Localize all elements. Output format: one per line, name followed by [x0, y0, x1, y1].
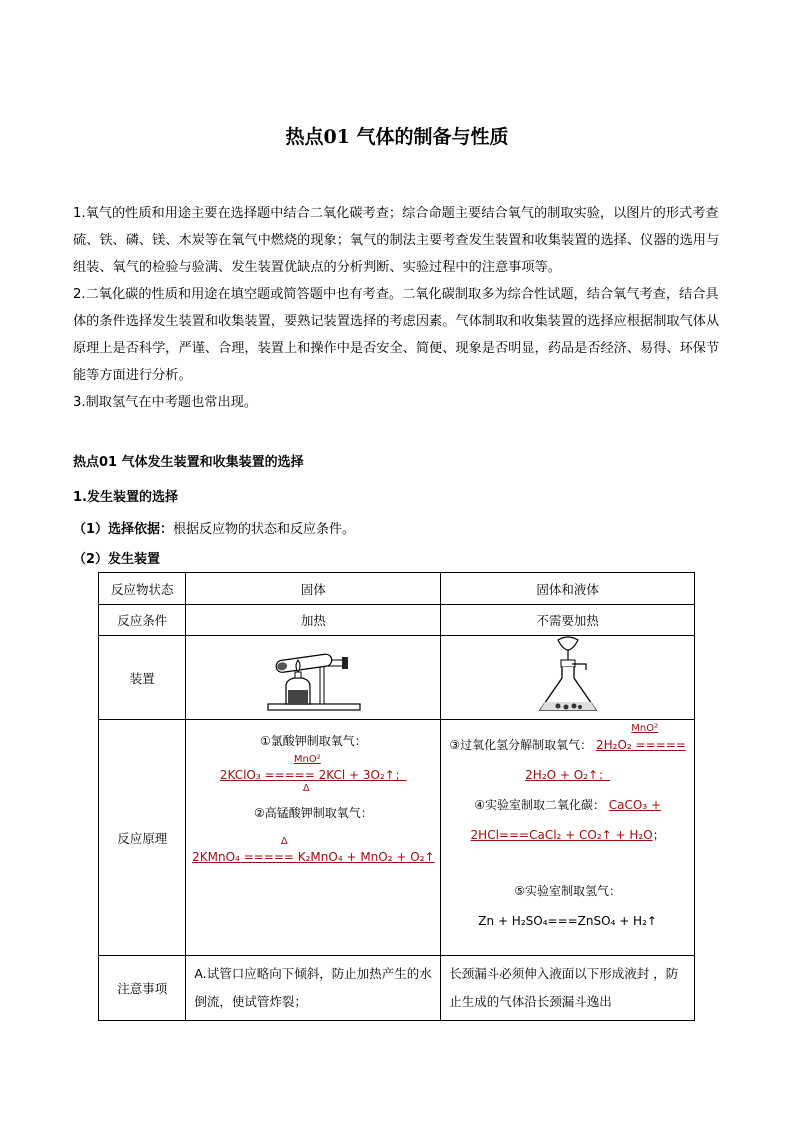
reaction-3-title: ③过氧化氢分解制取氧气： — [449, 738, 593, 752]
heating-apparatus-image — [258, 638, 368, 714]
reaction-principle-solid-cell — [186, 720, 441, 956]
table-row — [99, 573, 695, 605]
reaction-3-equation-a: 2H₂O₂ ===== — [596, 738, 686, 752]
basis-label: （1）选择依据： — [73, 522, 174, 537]
table-row — [99, 956, 695, 1021]
reaction-1-equation: 2KClO₃ ===== 2KCl + 3O₂↑； — [219, 768, 407, 782]
basis-line — [73, 518, 355, 537]
table-row — [99, 605, 695, 636]
reaction-2-title: ②高锰酸钾制取氧气： — [253, 806, 373, 820]
table-cell: 固体和液体 — [441, 573, 695, 605]
table-cell: A.试管口应略向下倾斜，防止加热产生的水倒流，使试管炸裂； — [186, 956, 441, 1021]
reaction-4-title: ④实验室制取二氧化碳： — [474, 798, 605, 812]
reaction-3-line — [441, 734, 694, 756]
reaction-1-condition-bottom: Δ — [302, 783, 310, 794]
basis-text: 根据反应物的状态和反应条件。 — [173, 522, 356, 537]
table-cell: 长颈漏斗必须伸入液面以下形成液封 ，防止生成的气体沿长颈漏斗逸出 — [441, 956, 695, 1021]
page-title: 热点01 气体的制备与性质 — [285, 126, 509, 148]
flask-apparatus-image — [528, 636, 608, 716]
table-cell: 注意事项 — [99, 956, 186, 1021]
reaction-4-line — [441, 790, 694, 820]
intro-paragraph-1: 1.氧气的性质和用途主要在选择题中结合二氧化碳考查；综合命题主要结合氧气的制取实验，以图片的形式考查硫、铁、磷、镁、木炭等在氧气中燃烧的现象；氧气的制法主要考查发生装置和收集装置的选择、仪器的选用与组装、氧气的检验与验满、发生装置优缺点的分析判断、实验过程中的注意事项等。 — [73, 206, 720, 275]
device-heading: （2）发生装置 — [73, 552, 161, 567]
reaction-4-equation-b: 2HCl===CaCl₂ + CO₂↑ + H₂O — [470, 828, 653, 842]
reaction-5-title: ⑤实验室制取氢气： — [514, 884, 622, 898]
sub-heading: 1.发生装置的选择 — [73, 490, 178, 505]
table-cell: 加热 — [186, 605, 441, 636]
table-cell: 反应原理 — [99, 720, 186, 956]
reaction-4-tail: ； — [652, 828, 665, 842]
table-cell: 反应条件 — [99, 605, 186, 636]
section-heading: 热点01 气体发生装置和收集装置的选择 — [73, 455, 304, 470]
reaction-3-equation-b: 2H₂O + O₂↑； — [525, 768, 611, 782]
reaction-3-condition-top: MnO² — [631, 723, 659, 734]
reaction-4-equation-a: CaCO₃ + — [608, 798, 662, 812]
table-row — [99, 720, 695, 956]
reaction-5-equation: Zn + H₂SO₄===ZnSO₄ + H₂↑ — [478, 914, 657, 928]
table-cell: 固体 — [186, 573, 441, 605]
generator-device-table — [98, 572, 695, 1021]
reaction-2-equation: 2KMnO₄ ===== K₂MnO₄ + MnO₂ + O₂↑ — [192, 850, 435, 864]
reaction-4-line-b — [441, 820, 694, 850]
table-cell: 反应物状态 — [99, 573, 186, 605]
reaction-1-title: ①氯酸钾制取氧气： — [259, 734, 367, 748]
intro-section — [73, 200, 723, 416]
flask-apparatus-cell — [441, 636, 695, 720]
table-cell: 装置 — [99, 636, 186, 720]
intro-paragraph-3: 3.制取氢气在中考题也常出现。 — [73, 395, 258, 410]
heating-apparatus-cell — [186, 636, 441, 720]
intro-paragraph-2: 2.二氧化碳的性质和用途在填空题或简答题中也有考查。二氧化碳制取多为综合性试题，结合氧气考查，结合具体的条件选择发生装置和收集装置，要熟记装置选择的考虑因素。气体制取和收集装置的选择应根据制取气体从原理上是否科学，严谨、合理，装置上和操作中是否安全、简便、现象是否明显，药品是否经济、易得、环保节能等方面进行分析。 — [73, 287, 720, 383]
table-cell: 不需要加热 — [441, 605, 695, 636]
reaction-2-condition-top: Δ — [280, 836, 288, 847]
reaction-principle-solid-liquid-cell — [441, 720, 695, 956]
reaction-1-condition-top: MnO² — [293, 754, 321, 765]
table-row — [99, 636, 695, 720]
